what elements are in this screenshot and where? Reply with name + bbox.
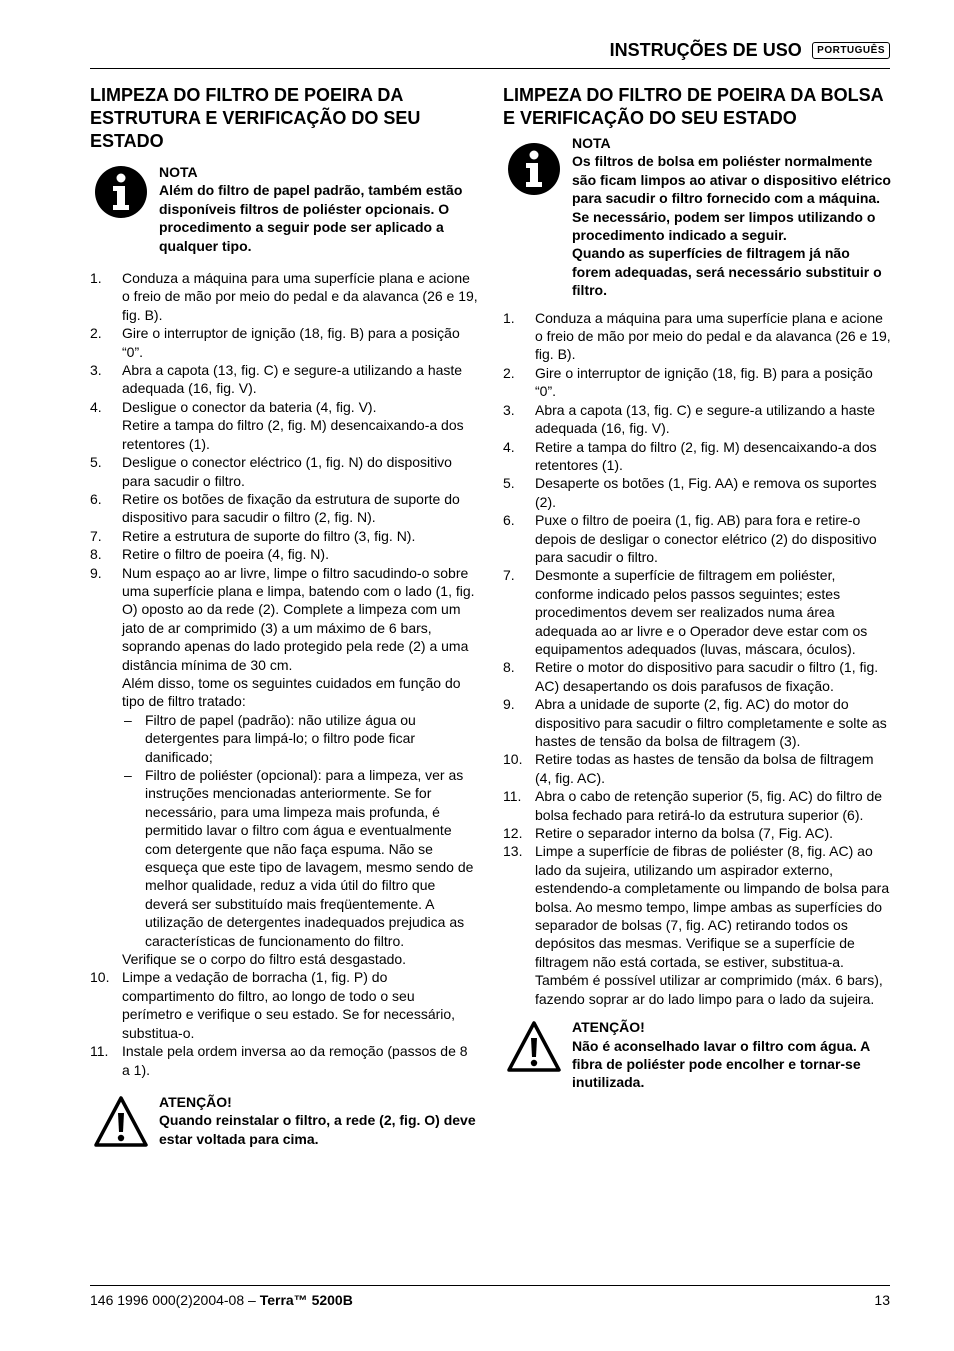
header-title: INSTRUÇÕES DE USO xyxy=(609,40,802,60)
sub-list xyxy=(122,711,478,950)
step-text: Abra a capota (13, fig. C) e segure-a utilizando a haste adequada (16, fig. V). xyxy=(535,401,876,437)
list-item xyxy=(503,364,891,401)
info-icon xyxy=(507,142,561,196)
header-divider xyxy=(90,68,890,69)
note-line: Quando as superfícies de filtragem já não forem adequadas, será necessário substituir o filtro. xyxy=(572,245,882,299)
note-line: Se necessário, podem ser limpos utilizando o procedimento indicado a seguir. xyxy=(572,208,876,244)
list-item xyxy=(503,309,891,364)
page-header xyxy=(90,40,890,66)
step-number: 3. xyxy=(90,362,102,379)
step-number: 6. xyxy=(503,512,515,529)
step-text: Limpe a superfície de fibras de poliéster (8, fig. AC) ao lado da sujeira, utilizando um aspirador externo, estendendo-a completamente ou limpando de bolsa para bolsa. Ao mesmo tempo, limpe ambas as superfícies do separador de bolsas (7, fig. AC) retirando todos os depósitos das mesmas. Verifique se a superfície de filtragem não está cortada, se estiver, substitua-a. Também é possível utilizar ar comprimido (máx. 6 bars), fazendo soprar ar do lado limpo para o lado da sujeira. xyxy=(535,843,890,1007)
list-item xyxy=(503,658,891,695)
step-text: Abra a capota (13, fig. C) e segure-a utilizando a haste adequada (16, fig. V). xyxy=(122,362,463,397)
step-number: 13. xyxy=(503,843,523,860)
step-number: 4. xyxy=(90,398,102,415)
list-item xyxy=(90,324,478,361)
step-text: Retire o motor do dispositivo para sacudir o filtro (1, fig. AC) desapertando os dois parafusos de fixação. xyxy=(535,659,879,694)
list-item xyxy=(90,398,478,453)
step-number: 10. xyxy=(503,751,523,768)
step-number: 12. xyxy=(503,825,523,842)
sub-item xyxy=(122,711,478,766)
step-number: 4. xyxy=(503,438,515,455)
note-callout xyxy=(90,163,478,255)
step-number: 8. xyxy=(90,546,102,563)
note-label: NOTA xyxy=(159,164,198,180)
note-label: NOTA xyxy=(572,135,611,151)
step-after: Verifique se o corpo do filtro está desgastado. xyxy=(122,951,407,968)
step-text: Abra a unidade de suporte (2, fig. AC) do motor do dispositivo para sacudir o filtro completamente e solte as hastes de tensão da bolsa de filtragem (3). xyxy=(535,696,887,749)
footer-divider xyxy=(90,1285,890,1286)
step-number: 7. xyxy=(503,567,515,584)
list-item xyxy=(90,269,478,324)
list-item xyxy=(90,564,478,969)
step-number: 6. xyxy=(90,490,102,507)
step-text: Puxe o filtro de poeira (1, fig. AB) para fora e retire-o depois de desligar o conector elétrico (2) do dispositivo para sacudir o filtro. xyxy=(535,512,877,565)
list-item xyxy=(90,453,478,490)
step-text: Instale pela ordem inversa ao da remoção (passos de 8 a 1). xyxy=(122,1043,468,1078)
note-line: Os filtros de bolsa em poliéster normalmente são ficam limpos ao ativar o dispositivo elétrico para sacudir o filtro fornecido com a máquina. xyxy=(572,153,891,207)
list-item xyxy=(90,968,478,1042)
list-item xyxy=(503,401,891,438)
step-number: 9. xyxy=(503,696,515,713)
step-text: Retire a estrutura de suporte do filtro (3, fig. N). xyxy=(122,527,416,544)
list-item xyxy=(90,490,478,527)
note-text: Além do filtro de papel padrão, também estão disponíveis filtros de poliéster opcionais. O procedimento a seguir pode ser aplicado a qualquer tipo. xyxy=(159,182,463,254)
sub-item xyxy=(122,766,478,950)
dash: – xyxy=(124,711,132,728)
step-number: 2. xyxy=(503,364,515,381)
dash: – xyxy=(124,767,132,783)
step-number: 11. xyxy=(90,1043,109,1060)
page-number: 13 xyxy=(874,1292,890,1308)
step-extra: Retire a tampa do filtro (2, fig. M) desencaixando-a dos retentores (1). xyxy=(122,417,464,452)
step-text: Retire os botões de fixação da estrutura de suporte do dispositivo para sacudir o filtro (2, fig. N). xyxy=(122,490,460,526)
sub-text: Filtro de papel (padrão): não utilize água ou detergentes para limpá-lo; o filtro pode ficar danificado; xyxy=(145,711,416,765)
step-number: 1. xyxy=(503,309,515,326)
warning-label: ATENÇÃO! xyxy=(159,1093,232,1110)
procedure-steps xyxy=(90,269,478,1079)
step-number: 2. xyxy=(90,325,102,342)
list-item xyxy=(90,545,478,563)
warning-callout xyxy=(90,1093,478,1153)
list-item xyxy=(503,824,891,842)
list-item xyxy=(90,361,478,398)
step-number: 8. xyxy=(503,659,515,676)
step-text: Retire a tampa do filtro (2, fig. M) desencaixando-a dos retentores (1). xyxy=(535,438,877,473)
warning-icon xyxy=(94,1095,148,1149)
step-text: Num espaço ao ar livre, limpe o filtro sacudindo-o sobre uma superfície plana e limpa, batendo com o lado (1, fig. O) oposto ao da rede (2). Complete a limpeza com um jato de ar comprimido (3) a um máximo de 6 bars, soprando apenas do lado protegido pela rede (2) a uma distância mínima de 30 cm. xyxy=(122,564,475,673)
step-text: Abra o cabo de retenção superior (5, fig. AC) do filtro de bolsa fechado para retirá-lo da estrutura superior (6). xyxy=(535,788,883,823)
warning-callout xyxy=(503,1018,891,1092)
list-item xyxy=(503,750,891,787)
step-text: Conduza a máquina para uma superfície plana e acione o freio de mão por meio do pedal e da alavanca (26 e 19, fig. B). xyxy=(122,270,478,323)
step-text: Desmonte a superfície de filtragem em poliéster, conforme indicado pelos passos seguintes; estes procedimentos devem ser realizados numa área adequada ao ar livre e o Operador deve estar com os equipamentos adequados (luvas, máscara, óculos). xyxy=(535,567,868,657)
doc-ref: 146 1996 000(2)2004-08 – xyxy=(90,1292,260,1308)
warning-label: ATENÇÃO! xyxy=(572,1019,645,1036)
section-heading: LIMPEZA DO FILTRO DE POEIRA DA BOLSA E VERIFICAÇÃO DO SEU ESTADO xyxy=(503,85,883,128)
step-extra: Além disso, tome os seguintes cuidados em função do tipo de filtro tratado: xyxy=(122,674,461,710)
step-number: 7. xyxy=(90,527,102,544)
warning-icon xyxy=(507,1020,561,1074)
section-heading: LIMPEZA DO FILTRO DE POEIRA DA ESTRUTURA E VERIFICAÇÃO DO SEU ESTADO xyxy=(90,85,421,151)
step-text: Retire todas as hastes de tensão da bolsa de filtragem (4, fig. AC). xyxy=(535,751,874,786)
list-item xyxy=(90,527,478,545)
step-text: Desligue o conector eléctrico (1, fig. N) do dispositivo para sacudir o filtro. xyxy=(122,454,452,489)
note-callout xyxy=(503,134,891,300)
procedure-steps xyxy=(503,309,891,1008)
step-number: 9. xyxy=(90,564,102,581)
step-text: Desaperte os botões (1, Fig. AA) e remova os suportes (2). xyxy=(535,475,877,510)
list-item xyxy=(503,842,891,1008)
list-item xyxy=(503,511,891,566)
warning-text: Quando reinstalar o filtro, a rede (2, fig. O) deve estar voltada para cima. xyxy=(159,1112,476,1147)
list-item xyxy=(503,438,891,475)
step-text: Conduza a máquina para uma superfície plana e acione o freio de mão por meio do pedal e da alavanca (26 e 19, fig. B). xyxy=(535,309,891,363)
step-number: 1. xyxy=(90,270,102,287)
list-item xyxy=(503,566,891,658)
step-text: Limpe a vedação de borracha (1, fig. P) do compartimento do filtro, ao longo de todo o seu perímetro e verifique o seu estado. Se for necessário, substitua-o. xyxy=(122,969,456,1041)
step-text: Gire o interruptor de ignição (18, fig. B) para a posição “0”. xyxy=(122,325,460,360)
step-number: 5. xyxy=(90,454,102,471)
language-badge: PORTUGUÊS xyxy=(812,42,890,59)
step-number: 11. xyxy=(503,788,522,805)
step-number: 3. xyxy=(503,401,515,418)
list-item xyxy=(90,1042,478,1079)
step-number: 5. xyxy=(503,475,515,492)
info-icon xyxy=(94,165,148,219)
right-column xyxy=(503,84,891,1092)
sub-text: Filtro de poliéster (opcional): para a limpeza, ver as instruções mencionadas anteriormente. Se for necessário, para uma limpeza mais profunda, é permitido lavar o filtro com água e eventualmente com detergente que não faça espuma. Não se esqueça que este tipo de lavagem, mesmo sendo de melhor qualidade, reduz a vida útil do filtro que deverá ser substituído mais freqüentemente. A utilização de detergentes inadequados prejudica as características de funcionamento do filtro. xyxy=(145,767,474,949)
step-text: Gire o interruptor de ignição (18, fig. B) para a posição “0”. xyxy=(535,364,873,400)
step-text: Desligue o conector da bateria (4, fig. V). xyxy=(122,398,377,415)
warning-text: Não é aconselhado lavar o filtro com água. A fibra de poliéster pode encolher e tornar-se inutilizada. xyxy=(572,1037,870,1091)
list-item xyxy=(503,695,891,750)
step-number: 10. xyxy=(90,969,110,986)
list-item xyxy=(503,474,891,511)
product-name: Terra™ 5200B xyxy=(259,1292,353,1308)
footer-document-reference xyxy=(90,1292,353,1308)
step-text: Retire o filtro de poeira (4, fig. N). xyxy=(122,546,329,563)
left-column xyxy=(90,84,478,1153)
list-item xyxy=(503,787,891,824)
step-text: Retire o separador interno da bolsa (7, Fig. AC). xyxy=(535,825,834,842)
